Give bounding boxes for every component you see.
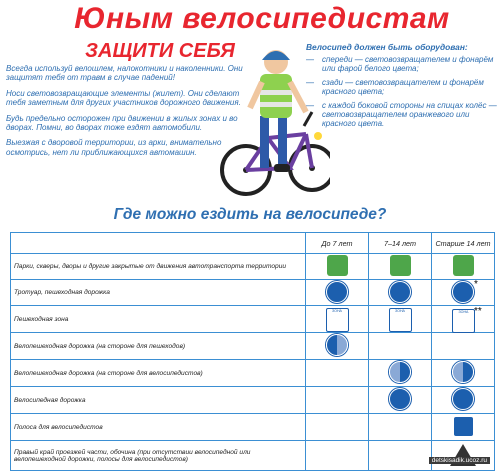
page-title: Юным велосипедистам <box>74 2 450 35</box>
table-row <box>11 280 495 306</box>
table-cell <box>432 360 495 387</box>
bike-pedestrian-path-sign-icon <box>326 334 348 356</box>
table-cell <box>306 254 369 280</box>
bike-pedestrian-path-sign-icon <box>389 361 411 383</box>
table-cell <box>432 306 495 333</box>
bicycle-path-sign-icon <box>452 388 474 410</box>
row-label: Велопешеходная дорожка (на стороне для велосипедистов) <box>11 360 306 387</box>
pedestrian-path-sign-icon <box>326 281 348 303</box>
table-cell <box>369 333 432 360</box>
pedestrian-zone-sign-icon: ЗОНА <box>326 308 349 332</box>
table-cell <box>306 280 369 306</box>
row-label: Парки, скверы, дворы и другие закрытые от движения автотранспорта территории <box>11 254 306 280</box>
table-cell <box>306 441 369 471</box>
advice-paragraph: Выезжая с дворовой территории, из арки, внимательно осмотрись, нет ли приближающихся автомашин. <box>6 138 222 157</box>
row-label: Полоса для велосипедистов <box>11 414 306 441</box>
table-row <box>11 306 495 333</box>
advice-paragraph: Носи световозвращающие элементы (жилет). Они сделают тебя заметным для других участников дорожного движения. <box>6 88 241 108</box>
table-cell <box>369 306 432 333</box>
table-row <box>11 414 495 441</box>
table-cell <box>306 414 369 441</box>
page-subtitle: ЗАЩИТИ СЕБЯ <box>85 40 235 62</box>
asterisk-note: ** <box>474 306 482 317</box>
pedestrian-zone-sign-icon: ЗОНА <box>389 308 412 332</box>
table-cell <box>432 280 495 306</box>
bike-pedestrian-path-sign-icon <box>452 361 474 383</box>
table-row <box>11 333 495 360</box>
table-row <box>11 387 495 414</box>
table-cell <box>432 414 495 441</box>
park-sign-icon <box>327 255 348 276</box>
table-cell <box>306 333 369 360</box>
park-sign-icon <box>390 255 411 276</box>
pedestrian-zone-sign-icon: ЗОНА <box>452 309 475 333</box>
table-cell <box>369 387 432 414</box>
where-to-ride-table <box>10 232 495 471</box>
table-row <box>11 360 495 387</box>
advice-paragraph: Всегда используй велошлем, налокотники и наколенники. Они защитят тебя от травм в случае падений! <box>6 64 243 83</box>
table-cell <box>432 441 495 471</box>
section-question: Где можно ездить на велосипеде? <box>113 206 387 223</box>
advice-paragraph: Будь предельно осторожен при движении в жилых зонах и во дворах. Помни, во дворах тоже ездят автомобили. <box>6 113 238 133</box>
column-header: Старше 14 лет <box>432 233 495 254</box>
row-label: Велопешеходная дорожка (на стороне для пешеходов) <box>11 333 306 360</box>
row-label: Велосипедная дорожка <box>11 387 306 414</box>
equipment-item: — с каждой боковой стороны на спицах колёс — световозвращателем оранжевого или красного цвета. <box>306 101 498 129</box>
watermark: detskisadik.ucoz.ru <box>429 457 490 464</box>
column-header: До 7 лет <box>306 233 369 254</box>
table-cell <box>306 360 369 387</box>
equipment-item: — спереди — световозвращателем и фонарём или фарой белого цвета; <box>306 55 498 74</box>
table-cell <box>432 387 495 414</box>
equipment-item: — сзади — световозвращателем и фонарём красного цвета; <box>306 78 498 97</box>
table-cell <box>432 254 495 280</box>
table-row <box>11 254 495 280</box>
pedestrian-path-sign-icon <box>452 281 474 303</box>
table-cell <box>432 333 495 360</box>
table-cell <box>306 387 369 414</box>
table-cell <box>306 306 369 333</box>
asterisk-note: * <box>474 278 478 290</box>
park-sign-icon <box>453 255 474 276</box>
equipment-list <box>306 55 498 133</box>
equipment-title: Велосипед должен быть оборудован: <box>306 42 468 52</box>
row-label: Правый край проезжей части, обочина (при отсутствии велосипедной или велопешеходной дорожки, полосы для велосипедистов) <box>11 441 306 471</box>
table-cell <box>369 441 432 471</box>
table-cell <box>369 280 432 306</box>
table-header-empty <box>11 233 306 254</box>
table-cell <box>369 254 432 280</box>
table-cell <box>369 414 432 441</box>
table-header-row <box>11 233 495 254</box>
bicycle-lane-sign-icon <box>454 417 473 436</box>
row-label: Пешеходная зона <box>11 306 306 333</box>
column-header: 7–14 лет <box>369 233 432 254</box>
table-cell <box>369 360 432 387</box>
row-label: Тротуар, пешеходная дорожка <box>11 280 306 306</box>
bicycle-path-sign-icon <box>389 388 411 410</box>
table-row <box>11 441 495 471</box>
pedestrian-path-sign-icon <box>389 281 411 303</box>
